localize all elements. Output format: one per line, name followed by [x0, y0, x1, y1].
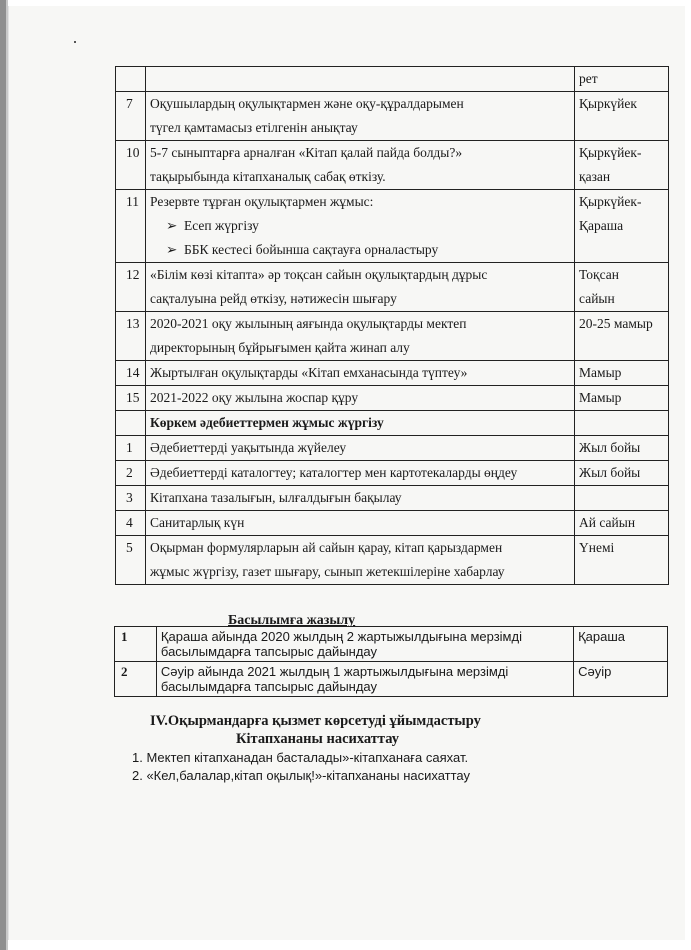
- row-number: 2: [115, 662, 157, 697]
- task-text: «Білім көзі кітапта» әр тоқсан сайын оқулықтардың дұрыс: [149, 267, 488, 282]
- period-text: Ай сайын: [579, 515, 636, 530]
- period-cell: [575, 92, 669, 141]
- table-row: [116, 67, 669, 92]
- promotion-item: 2. «Кел,балалар,кітап оқылық!»-кітапхананы насихаттау: [132, 768, 471, 783]
- row-number: 2: [116, 461, 146, 486]
- period-text: Қыркүйек-: [579, 194, 642, 209]
- row-number: 15: [116, 386, 146, 411]
- section-4-subtitle: Кітапхананы насихаттау: [236, 731, 399, 747]
- task-text: 2021-2022 оқу жылына жоспар құру: [149, 390, 359, 405]
- task-text: түгел қамтамасыз етілгенін анықтау: [149, 120, 358, 135]
- period-cell: [575, 361, 669, 386]
- task-cell: [145, 312, 574, 361]
- bullet-item: [150, 214, 570, 238]
- period-cell: Сәуір: [574, 662, 668, 697]
- period-cell: [575, 263, 669, 312]
- task-text: 2020-2021 оқу жылының аяғында оқулықтарды мектеп: [149, 316, 467, 331]
- task-text: жұмыс жүргізу, газет шығару, сынып жетекшілеріне хабарлау: [149, 564, 505, 579]
- task-cell: [145, 386, 574, 411]
- row-number: 10: [116, 141, 146, 190]
- period-cell: [575, 461, 669, 486]
- task-cell: [145, 486, 574, 511]
- table-row: [116, 436, 669, 461]
- row-number: 12: [116, 263, 146, 312]
- row-number: 14: [116, 361, 146, 386]
- task-text: Резервте тұрған оқулықтармен жұмыс:: [149, 194, 374, 209]
- period-cell: [575, 141, 669, 190]
- row-number: 1: [116, 436, 146, 461]
- row-number: [116, 411, 146, 436]
- task-cell: [145, 141, 574, 190]
- period-cell: [575, 536, 669, 585]
- task-text: Әдебиеттерді уақытында жүйелеу: [149, 440, 347, 455]
- task-cell: [145, 92, 574, 141]
- table-row: [116, 386, 669, 411]
- period-cell: [575, 511, 669, 536]
- task-text: Оқырман формулярларын ай сайын қарау, кітап қарыздармен: [149, 540, 503, 555]
- bullet-text: ББК кестесі бойынша сақтауға орналастыру: [183, 242, 439, 257]
- section-4-title: IV.Оқырмандарға қызмет көрсетуді ұйымдастыру: [150, 713, 481, 729]
- task-text: сақталуына рейд өткізу, нәтижесін шығару: [149, 291, 397, 306]
- table-row: [116, 190, 669, 263]
- subscription-title: Басылымға жазылу: [228, 613, 356, 628]
- row-number: 13: [116, 312, 146, 361]
- row-number: 11: [116, 190, 146, 263]
- task-cell: [145, 361, 574, 386]
- task-cell: [145, 67, 574, 92]
- period-text: Тоқсан: [579, 267, 619, 282]
- promotion-item: 1. Мектеп кітапханадан басталады»-кітапханаға саяхат.: [132, 750, 469, 765]
- task-text: Кітапхана тазалығын, ылғалдығын бақылау: [149, 490, 402, 505]
- table-row: [116, 92, 669, 141]
- period-text: Қыркүйек: [579, 96, 637, 111]
- row-number: 4: [116, 511, 146, 536]
- library-plan-table: [115, 66, 669, 585]
- period-text: Жыл бойы: [579, 440, 641, 455]
- task-text: тақырыбында кітапханалық сабақ өткізу.: [149, 169, 386, 184]
- row-number: 5: [116, 536, 146, 585]
- bullet-item: [150, 238, 570, 262]
- period-text: Мамыр: [579, 390, 622, 405]
- task-text: Оқушылардың оқулықтармен және оқу-құралдарымен: [149, 96, 464, 111]
- table-row: [116, 486, 669, 511]
- row-number: [116, 67, 146, 92]
- task-text: 5-7 сыныптарға арналған «Кітап қалай пайда болды?»: [149, 145, 463, 160]
- section-header-row: [116, 411, 669, 436]
- subscription-table: [114, 626, 668, 697]
- task-cell: [145, 461, 574, 486]
- table-row: [116, 461, 669, 486]
- promotion-list: [132, 749, 470, 785]
- task-cell: [145, 263, 574, 312]
- period-cell: [575, 67, 669, 92]
- subscription-text: Сәуір айында 2021 жылдың 1 жартыжылдығына мерзімді басылымдарға тапсырыс дайындау: [156, 662, 573, 697]
- period-cell: [575, 386, 669, 411]
- task-cell: [145, 511, 574, 536]
- table-row: [116, 361, 669, 386]
- arrow-bullet-icon: ➢: [165, 218, 178, 233]
- period-cell: [575, 411, 669, 436]
- period-cell: Қараша: [574, 627, 668, 662]
- bullet-text: Есеп жүргізу: [183, 218, 259, 233]
- table-row: [116, 511, 669, 536]
- period-text: Жыл бойы: [579, 465, 641, 480]
- task-text: Әдебиеттерді каталогтеу; каталогтер мен картотекаларды өңдеу: [149, 465, 518, 480]
- task-text: Санитарлық күн: [149, 515, 245, 530]
- period-text: Мамыр: [579, 365, 622, 380]
- period-cell: [575, 190, 669, 263]
- table-row: [116, 141, 669, 190]
- task-cell: [145, 190, 574, 263]
- table-row: [116, 312, 669, 361]
- task-text: Көркем әдебиеттермен жұмыс жүргізу: [149, 415, 384, 430]
- period-text: 20-25 мамыр: [579, 316, 653, 331]
- table-row: [116, 536, 669, 585]
- period-text: рет: [579, 71, 598, 86]
- subscription-text: Қараша айында 2020 жылдың 2 жартыжылдығына мерзімді басылымдарға тапсырыс дайындау: [156, 627, 573, 662]
- row-number: 1: [115, 627, 157, 662]
- row-number: 3: [116, 486, 146, 511]
- period-cell: [575, 486, 669, 511]
- period-text: сайын: [579, 291, 615, 306]
- task-cell: [145, 436, 574, 461]
- period-cell: [575, 436, 669, 461]
- period-text: Қыркүйек-: [579, 145, 642, 160]
- period-text: қазан: [579, 169, 611, 184]
- subscription-row: [115, 662, 668, 697]
- task-cell: [145, 411, 574, 436]
- subscription-row: [115, 627, 668, 662]
- period-text: Қараша: [579, 218, 624, 233]
- task-text: директорының бұйрығымен қайта жинап алу: [149, 340, 410, 355]
- table-row: [116, 263, 669, 312]
- period-text: Үнемі: [579, 540, 615, 555]
- row-number: 7: [116, 92, 146, 141]
- task-cell: [145, 536, 574, 585]
- arrow-bullet-icon: ➢: [165, 242, 178, 257]
- scan-speck: [74, 41, 76, 43]
- period-cell: [575, 312, 669, 361]
- task-text: Жыртылған оқулықтарды «Кітап емханасында түптеу»: [149, 365, 468, 380]
